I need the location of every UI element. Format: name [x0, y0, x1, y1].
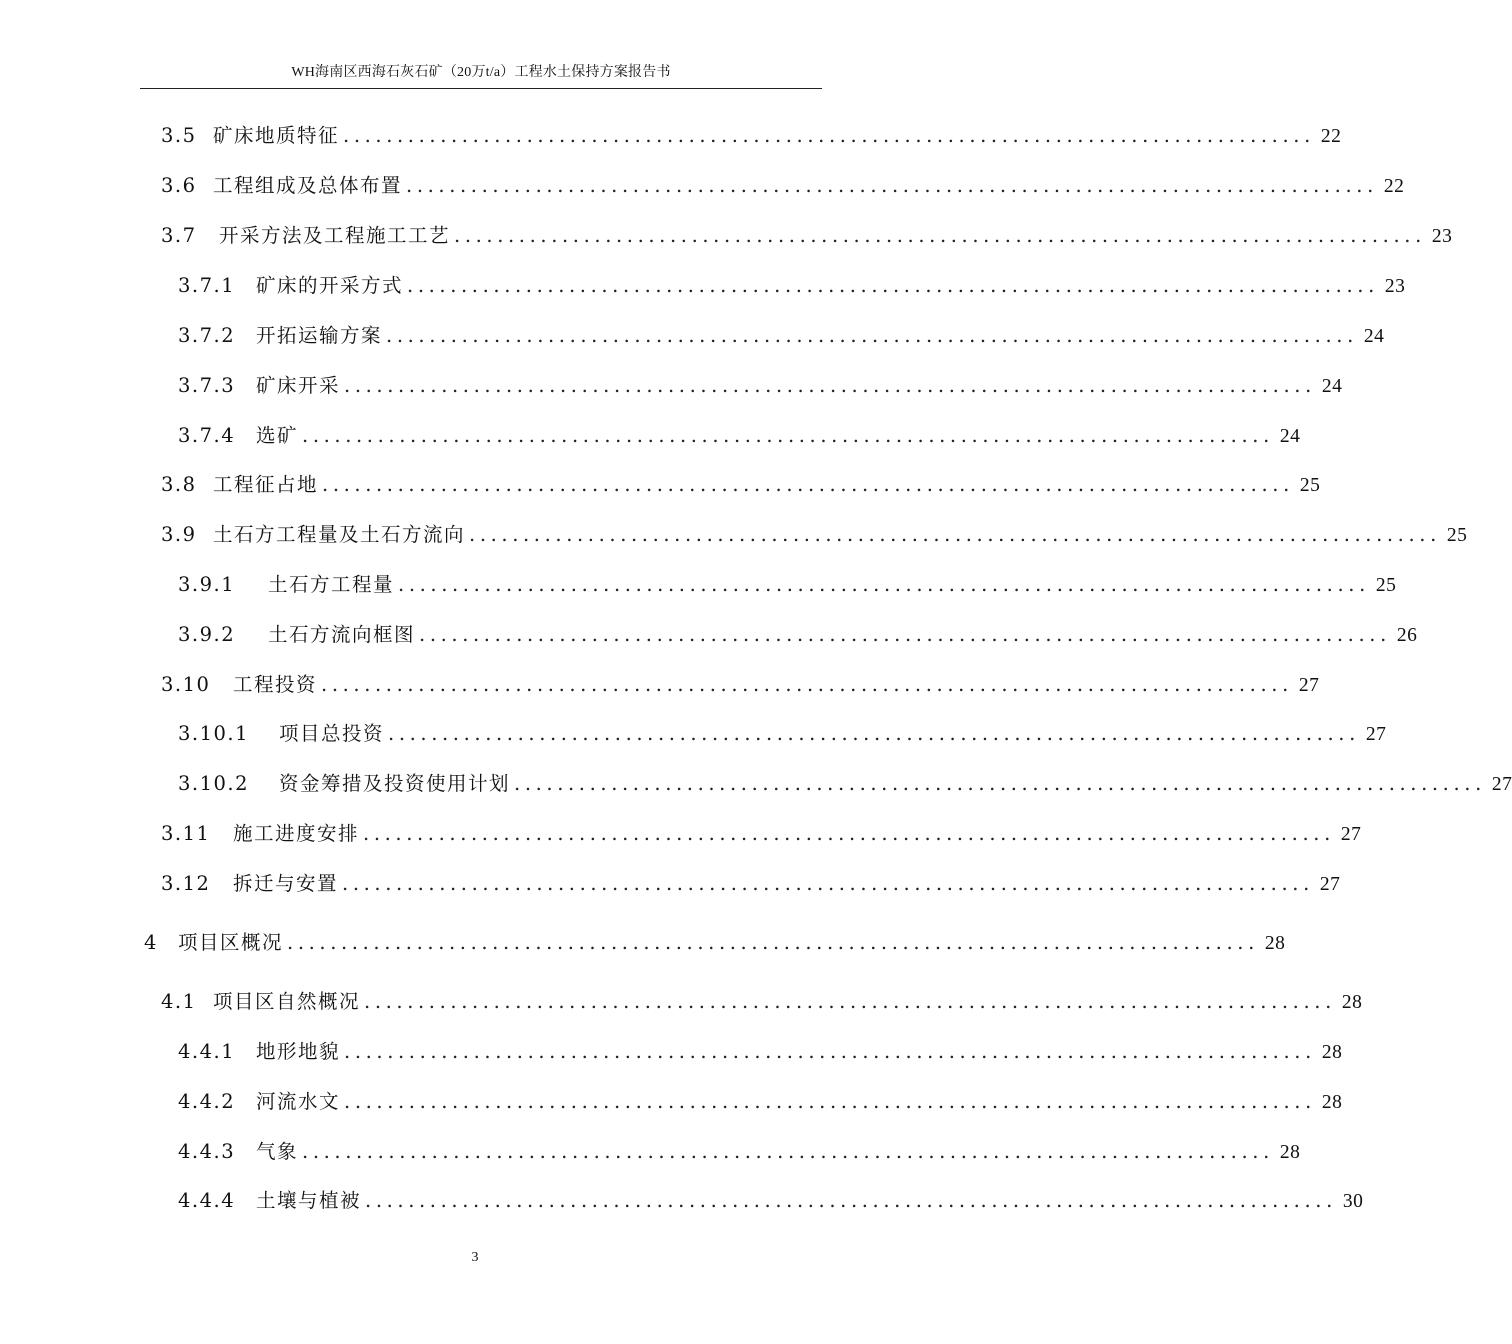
toc-entry-title: 资金筹措及投资使用计划: [279, 772, 511, 795]
toc-entry-title: 矿床的开采方式: [256, 274, 404, 297]
page-number: 3: [471, 1250, 479, 1265]
toc-entry[interactable]: [178, 421, 1301, 451]
toc-dot-leader: ..........................................................................................: [363, 822, 1335, 845]
toc-entry-title: 开拓运输方案: [256, 324, 383, 347]
toc-entry-title: 矿床地质特征: [213, 124, 340, 147]
toc-entry-number: 4: [144, 931, 158, 954]
toc-entry-title: 项目区概况: [178, 931, 284, 954]
toc-entry-page: 27: [1365, 724, 1387, 745]
toc-entry-title: 工程组成及总体布置: [213, 174, 403, 197]
toc-entry-number: 3.10.1: [178, 722, 250, 745]
toc-entry-title: 工程征占地: [213, 473, 319, 496]
toc-entry-page: 28: [1321, 1042, 1343, 1063]
toc-entry-number: 4.4.4: [178, 1189, 236, 1212]
toc-entry[interactable]: [161, 470, 1321, 500]
toc-entry[interactable]: [161, 520, 1468, 550]
toc-entry[interactable]: [178, 1087, 1343, 1117]
toc-dot-leader: ..........................................................................................: [365, 1189, 1337, 1212]
page-header-title: WH海南区西海石灰石矿（20万t/a）工程水土保持方案报告书: [291, 65, 671, 80]
toc-entry[interactable]: [161, 869, 1341, 899]
toc-dot-leader: ..........................................................................................: [302, 1140, 1274, 1163]
toc-entry[interactable]: [161, 819, 1362, 849]
toc-entry-number: 3.7.4: [178, 424, 236, 447]
toc-entry-title: 地形地貌: [256, 1040, 341, 1063]
toc-entry[interactable]: [161, 221, 1453, 251]
toc-dot-leader: ..........................................................................................: [514, 772, 1486, 795]
toc-entry-number: 3.8: [161, 473, 197, 496]
toc-entry[interactable]: [178, 271, 1406, 301]
toc-entry[interactable]: [178, 769, 1512, 799]
toc-entry-title: 气象: [256, 1140, 299, 1163]
toc-dot-leader: ..........................................................................................: [398, 573, 1370, 596]
toc-entry-number: 3.12: [161, 872, 211, 895]
toc-entry[interactable]: [161, 121, 1342, 151]
toc-dot-leader: ..........................................................................................: [388, 722, 1360, 745]
toc-dot-leader: ..........................................................................................: [343, 124, 1315, 147]
header-divider: [140, 88, 822, 89]
toc-entry-page: 28: [1321, 1092, 1343, 1113]
toc-dot-leader: ..........................................................................................: [302, 424, 1274, 447]
toc-entry-number: 3.7.1: [178, 274, 236, 297]
toc-entry-page: 26: [1396, 625, 1418, 646]
toc-dot-leader: ..........................................................................................: [322, 473, 1294, 496]
toc-entry-title: 选矿: [256, 424, 299, 447]
toc-entry-page: 24: [1321, 376, 1343, 397]
toc-entry-number: 4.4.3: [178, 1140, 236, 1163]
toc-dot-leader: ..........................................................................................: [407, 274, 1379, 297]
toc-dot-leader: ..........................................................................................: [406, 174, 1378, 197]
toc-entry-title: 项目区自然概况: [213, 990, 361, 1013]
toc-entry-number: 3.10.2: [178, 772, 250, 795]
toc-entry[interactable]: [178, 570, 1397, 600]
toc-entry[interactable]: [178, 371, 1343, 401]
toc-entry-number: 3.7.3: [178, 374, 236, 397]
toc-entry-page: 23: [1384, 276, 1406, 297]
toc-dot-leader: ..........................................................................................: [344, 1090, 1316, 1113]
toc-entry-title: 矿床开采: [256, 374, 341, 397]
toc-entry-page: 22: [1320, 126, 1342, 147]
toc-dot-leader: ..........................................................................................: [419, 623, 1391, 646]
toc-dot-leader: ..........................................................................................: [454, 224, 1426, 247]
toc-dot-leader: ..........................................................................................: [342, 872, 1314, 895]
toc-entry-title: 河流水文: [256, 1090, 341, 1113]
toc-entry[interactable]: [161, 987, 1363, 1017]
toc-entry-number: 3.9.1: [178, 573, 236, 596]
toc-entry-page: 22: [1383, 176, 1405, 197]
toc-dot-leader: ..........................................................................................: [364, 990, 1336, 1013]
toc-dot-leader: ..........................................................................................: [344, 1040, 1316, 1063]
toc-entry-number: 4.4.1: [178, 1040, 236, 1063]
toc-entry-title: 土壤与植被: [256, 1189, 362, 1212]
toc-entry-page: 25: [1375, 575, 1397, 596]
toc-entry-title: 开采方法及工程施工工艺: [219, 224, 451, 247]
toc-entry-page: 27: [1491, 774, 1512, 795]
toc-entry[interactable]: [178, 620, 1418, 650]
toc-entry-page: 25: [1299, 475, 1321, 496]
toc-entry-number: 3.10: [161, 673, 211, 696]
toc-dot-leader: ..........................................................................................: [469, 523, 1441, 546]
toc-entry[interactable]: [161, 171, 1405, 201]
toc-entry-number: 3.7: [161, 224, 197, 247]
toc-entry-title: 土石方工程量及土石方流向: [213, 523, 466, 546]
toc-entry-page: 24: [1363, 326, 1385, 347]
toc-entry-title: 施工进度安排: [233, 822, 360, 845]
toc-dot-leader: ..........................................................................................: [287, 931, 1259, 954]
toc-entry-title: 项目总投资: [279, 722, 385, 745]
toc-entry[interactable]: [178, 1137, 1301, 1167]
toc-entry-number: 3.9: [161, 523, 197, 546]
toc-entry-number: 3.5: [161, 124, 197, 147]
toc-entry-page: 24: [1279, 426, 1301, 447]
toc-entry-page: 28: [1264, 933, 1286, 954]
toc-entry-page: 25: [1446, 525, 1468, 546]
toc-entry-number: 3.6: [161, 174, 197, 197]
toc-entry-title: 拆迁与安置: [233, 872, 339, 895]
toc-entry-title: 土石方流向框图: [268, 623, 416, 646]
toc-dot-leader: ..........................................................................................: [386, 324, 1358, 347]
toc-entry-number: 3.11: [161, 822, 211, 845]
toc-entry-page: 27: [1319, 874, 1341, 895]
toc-entry-title: 工程投资: [233, 673, 318, 696]
toc-entry-number: 3.7.2: [178, 324, 236, 347]
toc-entry-number: 4.4.2: [178, 1090, 236, 1113]
toc-entry-number: 4.1: [161, 990, 197, 1013]
toc-dot-leader: ..........................................................................................: [344, 374, 1316, 397]
toc-entry-page: 28: [1341, 992, 1363, 1013]
toc-entry-page: 30: [1342, 1191, 1364, 1212]
toc-entry-number: 3.9.2: [178, 623, 236, 646]
toc-entry[interactable]: [178, 1037, 1343, 1067]
toc-entry[interactable]: [178, 719, 1387, 749]
toc-entry[interactable]: [161, 670, 1320, 700]
toc-entry[interactable]: [178, 1186, 1364, 1216]
toc-entry-page: 27: [1340, 824, 1362, 845]
toc-entry[interactable]: [144, 928, 1286, 958]
toc-entry-page: 23: [1431, 226, 1453, 247]
toc-entry-page: 27: [1298, 675, 1320, 696]
toc-entry[interactable]: [178, 321, 1385, 351]
toc-entry-page: 28: [1279, 1142, 1301, 1163]
toc-entry-title: 土石方工程量: [268, 573, 395, 596]
toc-dot-leader: ..........................................................................................: [321, 673, 1293, 696]
